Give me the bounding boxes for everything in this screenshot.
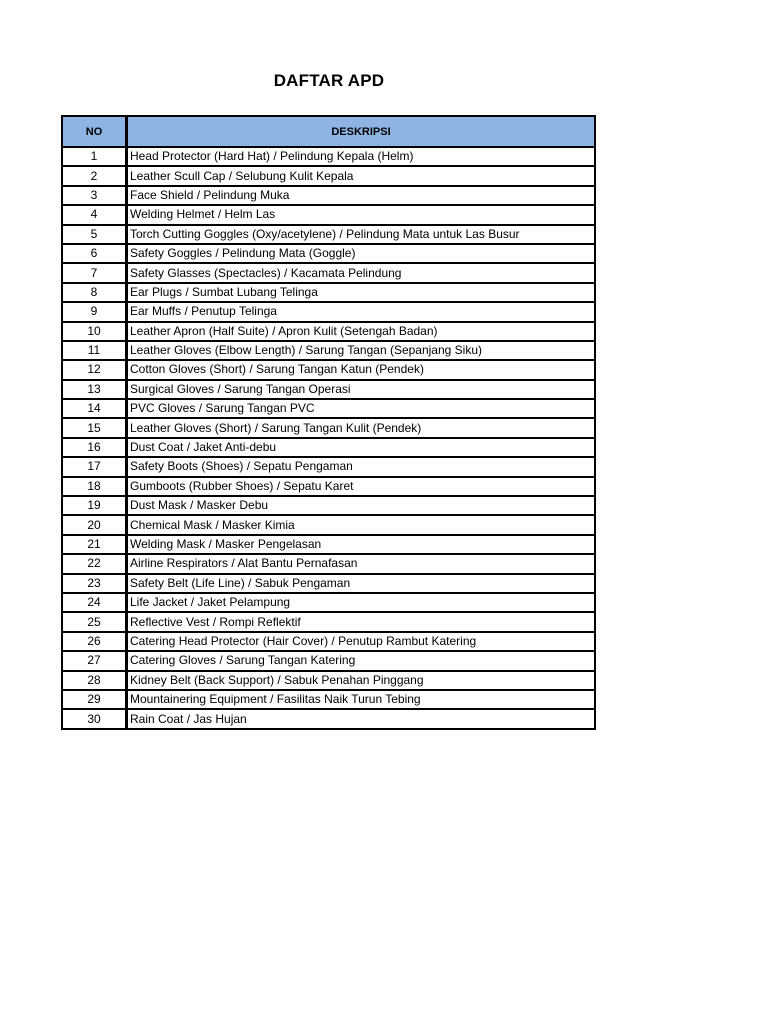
row-description: Catering Gloves / Sarung Tangan Katering [127,651,595,670]
header-no: NO [62,116,127,147]
table-row [62,438,595,457]
table-row [62,205,595,224]
row-number: 22 [62,554,127,573]
row-number: 15 [62,418,127,437]
row-number: 25 [62,612,127,631]
table-row [62,690,595,709]
table-row [62,671,595,690]
row-number: 23 [62,574,127,593]
table-header-row [62,116,595,147]
table-row [62,651,595,670]
row-number: 4 [62,205,127,224]
row-number: 1 [62,147,127,166]
table-row [62,554,595,573]
row-number: 2 [62,166,127,185]
row-number: 20 [62,515,127,534]
row-number: 10 [62,322,127,341]
row-description: Face Shield / Pelindung Muka [127,186,595,205]
table-row [62,612,595,631]
table-row [62,302,595,321]
row-number: 29 [62,690,127,709]
row-description: Welding Mask / Masker Pengelasan [127,535,595,554]
row-description: Safety Glasses (Spectacles) / Kacamata Pelindung [127,263,595,282]
table-row [62,496,595,515]
table-row [62,283,595,302]
table-row [62,244,595,263]
row-description: Ear Muffs / Penutup Telinga [127,302,595,321]
row-number: 3 [62,186,127,205]
row-description: Safety Goggles / Pelindung Mata (Goggle) [127,244,595,263]
table-row [62,709,595,728]
row-number: 28 [62,671,127,690]
row-description: Head Protector (Hard Hat) / Pelindung Kepala (Helm) [127,147,595,166]
row-number: 14 [62,399,127,418]
row-number: 11 [62,341,127,360]
row-number: 13 [62,380,127,399]
table-body [62,147,595,729]
row-description: Reflective Vest / Rompi Reflektif [127,612,595,631]
row-description: Chemical Mask / Masker Kimia [127,515,595,534]
row-description: Leather Gloves (Short) / Sarung Tangan Kulit (Pendek) [127,418,595,437]
table-row [62,477,595,496]
row-number: 26 [62,632,127,651]
row-description: Safety Boots (Shoes) / Sepatu Pengaman [127,457,595,476]
table-row [62,341,595,360]
row-description: Gumboots (Rubber Shoes) / Sepatu Karet [127,477,595,496]
table-row [62,186,595,205]
row-number: 5 [62,225,127,244]
row-description: Surgical Gloves / Sarung Tangan Operasi [127,380,595,399]
row-number: 27 [62,651,127,670]
table-row [62,263,595,282]
row-description: Ear Plugs / Sumbat Lubang Telinga [127,283,595,302]
row-description: Leather Apron (Half Suite) / Apron Kulit (Setengah Badan) [127,322,595,341]
row-description: Leather Gloves (Elbow Length) / Sarung Tangan (Sepanjang Siku) [127,341,595,360]
header-description: DESKRIPSI [127,116,595,147]
row-description: Dust Mask / Masker Debu [127,496,595,515]
row-description: Dust Coat / Jaket Anti-debu [127,438,595,457]
page-title: DAFTAR APD [273,71,385,90]
table-row [62,535,595,554]
table-row [62,399,595,418]
table-row [62,225,595,244]
row-description: Welding Helmet / Helm Las [127,205,595,224]
table-row [62,574,595,593]
row-number: 6 [62,244,127,263]
table-row [62,322,595,341]
table-row [62,593,595,612]
row-number: 7 [62,263,127,282]
row-number: 17 [62,457,127,476]
row-number: 24 [62,593,127,612]
table-row [62,418,595,437]
row-description: Cotton Gloves (Short) / Sarung Tangan Katun (Pendek) [127,360,595,379]
row-description: Torch Cutting Goggles (Oxy/acetylene) / Pelindung Mata untuk Las Busur [127,225,595,244]
row-number: 9 [62,302,127,321]
row-number: 21 [62,535,127,554]
row-number: 8 [62,283,127,302]
row-number: 18 [62,477,127,496]
row-description: Leather Scull Cap / Selubung Kulit Kepala [127,166,595,185]
table-row [62,166,595,185]
row-description: PVC Gloves / Sarung Tangan PVC [127,399,595,418]
table-row [62,515,595,534]
table-row [62,147,595,166]
row-description: Life Jacket / Jaket Pelampung [127,593,595,612]
row-description: Rain Coat / Jas Hujan [127,709,595,728]
table-row [62,380,595,399]
row-number: 30 [62,709,127,728]
row-description: Airline Respirators / Alat Bantu Pernafasan [127,554,595,573]
table-row [62,360,595,379]
row-number: 12 [62,360,127,379]
table-row [62,632,595,651]
row-description: Mountainering Equipment / Fasilitas Naik Turun Tebing [127,690,595,709]
table-row [62,457,595,476]
row-description: Kidney Belt (Back Support) / Sabuk Penahan Pinggang [127,671,595,690]
row-description: Catering Head Protector (Hair Cover) / Penutup Rambut Katering [127,632,595,651]
row-number: 16 [62,438,127,457]
row-description: Safety Belt (Life Line) / Sabuk Pengaman [127,574,595,593]
apd-table [61,115,596,730]
row-number: 19 [62,496,127,515]
